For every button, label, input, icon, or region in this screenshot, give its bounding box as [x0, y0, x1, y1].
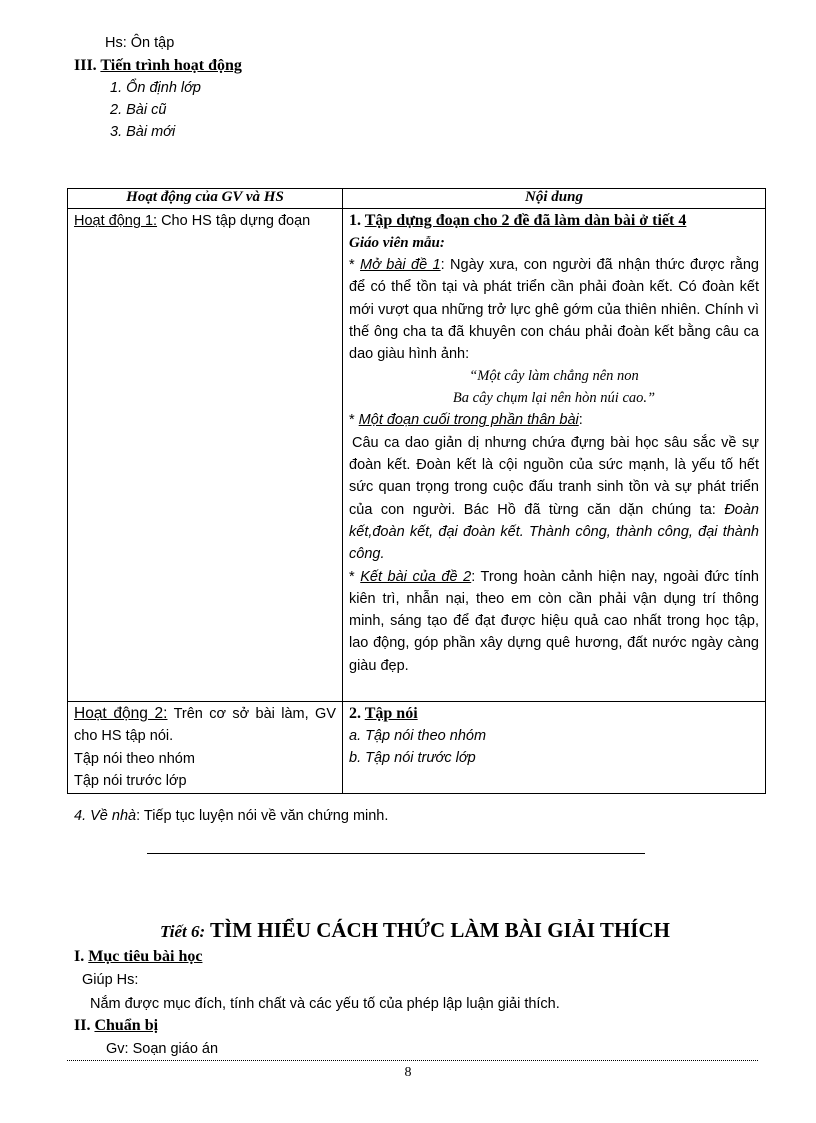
body-text: Câu ca dao giản dị nhưng chứa đựng bài học sâu sắc về sự đoàn kết. Đoàn kết là cội nguồn của sức mạnh, là yếu tố hết sức quan trọng trong cuộc đấu tranh sinh tồn và sự phát triển của con người. Bác Hồ đã từng căn dặn chúng ta:	[349, 434, 759, 518]
content-2-heading-text: Tập nói	[364, 705, 418, 722]
section-2-title: Chuẩn bị	[94, 1017, 159, 1034]
section-1-heading	[74, 948, 202, 966]
poem-line-1: “Một cây làm chẳng nên non	[469, 368, 639, 385]
activity-2-line-b: Tập nói trước lớp	[74, 772, 187, 789]
header-activities: Hoạt động của GV và HS	[68, 189, 343, 209]
body-paragraph-label-line	[349, 409, 759, 431]
lesson-6-title	[160, 918, 670, 943]
closing-text: Trong hoàn cảnh hiện nay, ngoài đức tính kiên trì, nhẫn nại, theo em còn cần phải vận dụng trí thông minh, sáng tạo để đạt được hiệu quả cao nhất trong học tập, lao động, góp phần xây dựng quê hương, đất nước ngày càng giàu đẹp.	[349, 568, 759, 674]
opening-bullet: *	[349, 257, 361, 273]
teacher-prep-line: Gv: Soạn giáo án	[106, 1041, 219, 1057]
footer-rule	[67, 1060, 758, 1061]
section-3-title: Tiến trình hoạt động	[100, 57, 242, 74]
body-quote: Đoàn kết,đoàn kết, đại đoàn kết. Thành công, thành công, đại thành công.	[349, 501, 759, 563]
section-3-number: III.	[74, 57, 97, 74]
content-2-cell	[343, 702, 766, 794]
closing-bullet: *	[349, 568, 361, 585]
body-label: Một đoạn cuối trong phần thân bài	[358, 412, 579, 429]
activity-2-description: Trên cơ sở bài làm, GV cho HS tập nói.	[74, 706, 336, 745]
teacher-model-label: Giáo viên mẫu:	[349, 235, 445, 251]
section-1-number: I.	[74, 948, 85, 965]
table-row	[68, 702, 766, 794]
lesson-6-prefix: Tiết 6:	[160, 922, 206, 941]
hs-review-line: Hs: Ôn tập	[105, 35, 175, 51]
closing-label: Kết bài của đề 2	[360, 568, 472, 585]
content-1-heading-text: Tập dựng đoạn cho 2 đề đã làm dàn bài ở tiết 4	[364, 212, 687, 229]
section-divider	[147, 853, 645, 854]
section-2-heading	[74, 1017, 158, 1035]
activity-1-cell	[68, 209, 343, 702]
homework-label: 4. Về nhà	[74, 808, 137, 824]
homework-text: : Tiếp tục luyện nói về văn chứng minh.	[136, 808, 389, 824]
section-1-title: Mục tiêu bài học	[88, 948, 203, 965]
lesson-6-title-text: TÌM HIỂU CÁCH THỨC LÀM BÀI GIẢI THÍCH	[205, 918, 670, 942]
help-students-line: Giúp Hs:	[82, 972, 139, 988]
activity-2-label: Hoạt động 2:	[74, 705, 168, 722]
content-1-heading	[349, 210, 759, 232]
header-content: Nội dung	[343, 189, 766, 209]
section-3-heading	[74, 57, 242, 75]
content-1-cell	[343, 209, 766, 702]
activity-1-text	[74, 210, 336, 232]
step-1: 1. Ổn định lớp	[110, 80, 201, 96]
body-bullet: *	[349, 412, 359, 429]
content-2-item-b: b. Tập nói trước lớp	[349, 750, 476, 767]
closing-colon: :	[471, 568, 481, 585]
step-3: 3. Bài mới	[110, 124, 176, 140]
activity-2-cell	[68, 702, 343, 794]
homework-line	[74, 808, 388, 824]
table-row	[68, 209, 766, 702]
activity-2-text	[74, 703, 336, 748]
activity-2-line-a: Tập nói theo nhóm	[74, 750, 195, 767]
section-2-number: II.	[74, 1017, 91, 1034]
content-1-heading-number: 1.	[349, 212, 361, 229]
objective-line: Nắm được mục đích, tính chất và các yếu tố của phép lập luận giải thích.	[90, 996, 560, 1012]
body-paragraph	[349, 432, 759, 566]
closing-paragraph	[349, 566, 759, 677]
activity-1-description: Cho HS tập dựng đoạn	[157, 213, 311, 229]
opening-paragraph	[349, 254, 759, 365]
page-number: 8	[404, 1065, 412, 1080]
activity-1-label: Hoạt động 1:	[74, 213, 158, 229]
step-2: 2. Bài cũ	[110, 102, 167, 118]
content-2-heading-number: 2.	[349, 705, 361, 722]
content-2-item-a: a. Tập nói theo nhóm	[349, 728, 487, 744]
table-header-row	[68, 189, 766, 209]
lesson-activity-table	[67, 188, 766, 794]
body-colon: :	[578, 412, 583, 429]
opening-colon: :	[440, 257, 451, 273]
poem-line-2: Ba cây chụm lại nên hòn núi cao.”	[452, 390, 656, 407]
opening-text: Ngày xưa, con người đã nhận thức được rằng để có thể tồn tại và phát triển cần phải đoàn kết. Có đoàn kết mới vượt qua những trở lực ghê gớm của thiên nhiên. Chính vì thế ông cha ta đã khuyên con cháu phải đoàn kết bằng câu ca dao giàu hình ảnh:	[349, 257, 759, 363]
content-2-heading	[349, 703, 759, 725]
opening-label: Mở bài đề 1	[360, 257, 441, 273]
